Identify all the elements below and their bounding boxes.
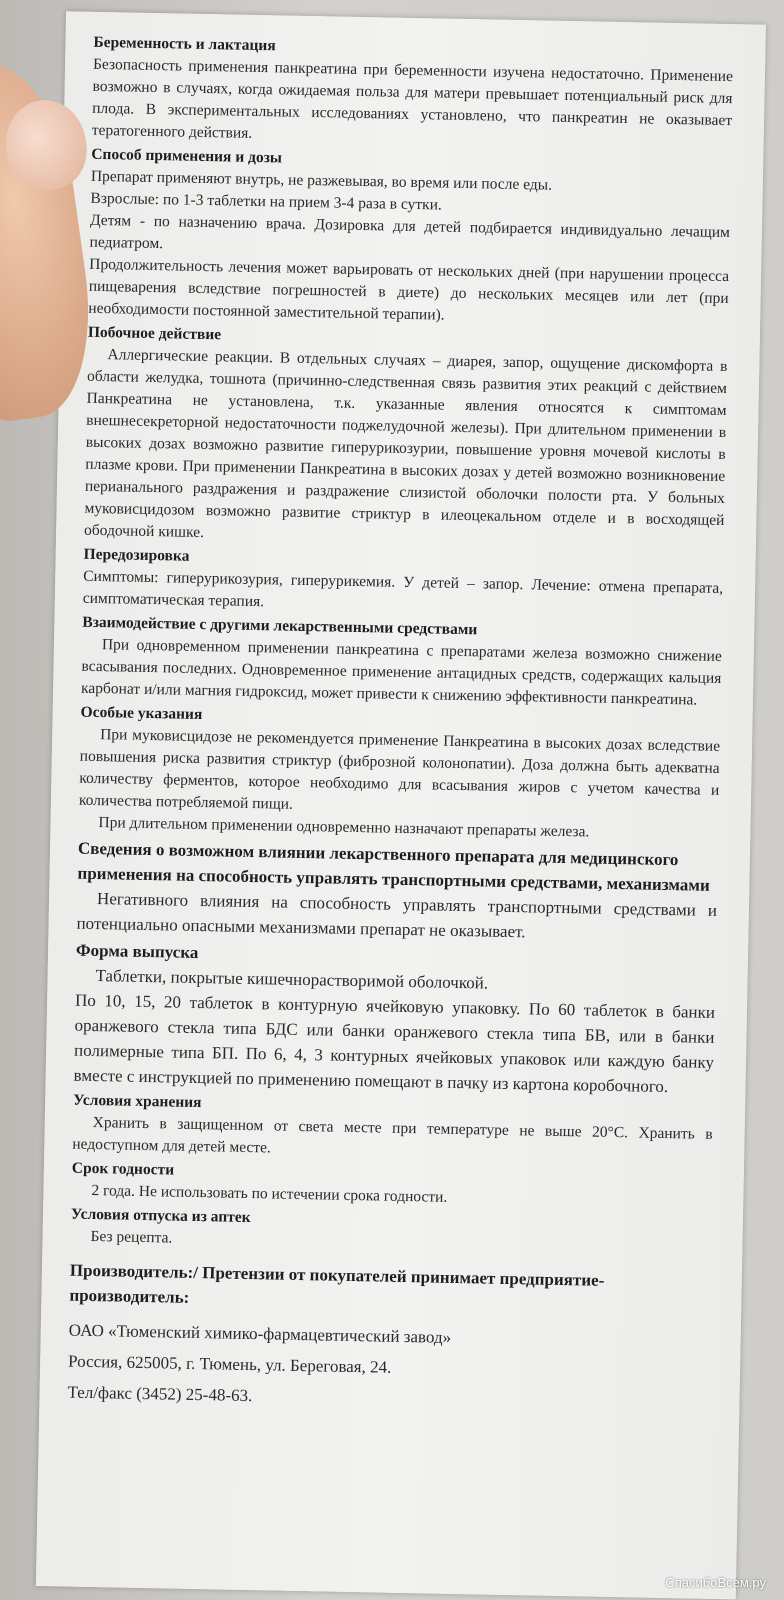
manufacturer-name: ОАО «Тюменский химико-фармацевтический завод» xyxy=(68,1320,452,1347)
section-text-side-effects: Аллергические реакции. В отдельных случаях – диарея, запор, ощущение дискомфорта в области желудка, тошнота (причинно-следственная связь развития этих реакций с действием Панкреатина не установлена, т.к. указанные явления относятся к симптомам внешнесекреторной недостаточности поджелудочной железы). При длительном применении в высоких дозах возможно развитие гиперурикозурии, повышение уровня мочевой кислоты в плазме крови. При применении Панкреатина в высоких дозах у детей возможно возникновение перианального раздражения и раздражение слизистой оболочки полости рта. У больных муковисцидозом возможно развитие стриктур в илеоцекальном отделе и в восходящей ободочной кишке. xyxy=(83,346,728,542)
instruction-leaflet xyxy=(36,11,766,1599)
section-title-dosage: Способ применения и дозы xyxy=(91,145,283,167)
section-title-release-form: Форма выпуска xyxy=(75,940,199,962)
section-text-dosage-3: Детям - по назначению врача. Дозировка для детей подбирается индивидуально лечащим педиатром. xyxy=(89,211,731,253)
section-text-dosage-2: Взрослые: по 1-3 таблетки на прием 3-4 раза в сутки. xyxy=(90,189,442,214)
section-title-overdose: Передозировка xyxy=(83,545,190,565)
section-text-dosage-1: Препарат применяют внутрь, не разжевывая, во время или после еды. xyxy=(90,167,553,194)
manufacturer-phone: Тел/факс (3452) 25-48-63. xyxy=(67,1382,253,1406)
section-text-pregnancy: Безопасность применения панкреатина при беременности изучена недостаточно. Применение возможно в случаях, когда ожидаемая польза для матери превышает потенциальный риск для плода. В экспериментальных исследованиях установлено, что панкреатин не оказывает тератогенного действия. xyxy=(91,55,734,142)
manufacturer-title: Производитель:/ Претензии от покупателей принимает предприятие-производитель: xyxy=(69,1260,605,1307)
section-text-overdose: Симптомы: гиперурикозурия, гиперурикемия. У детей – запор. Лечение: отмена препарата, симптоматическая терапия. xyxy=(82,567,724,611)
section-title-special-notes: Особые указания xyxy=(80,703,203,724)
section-text-release-form-2: По 10, 15, 20 таблеток в контурную ячейковую упаковку. По 60 таблеток в банки оранжевого стекла типа БДС или банки оранжевого стекла типа БВ, или в банки полимерные типа БП. По 6, 4, 3 контурных ячейковых упаковок или каждую банку вместе с инструкцией по применению помещают в пачку из картона коробочного. xyxy=(73,990,716,1097)
section-title-pregnancy: Беременность и лактация xyxy=(93,33,276,55)
section-text-dispensing: Без рецепта. xyxy=(90,1227,173,1247)
section-text-driving: Негативного влияния на способность управлять транспортными средствами и потенциально опасными механизмами препарат не оказывает. xyxy=(76,889,718,942)
section-title-dispensing: Условия отпуска из аптек xyxy=(70,1205,251,1227)
leaflet-content xyxy=(67,30,733,1417)
section-title-shelf-life: Срок годности xyxy=(71,1159,175,1179)
section-text-special-notes-1: При муковисцидозе не рекомендуется применение Панкреатина в высоких дозах вследствие повышения риска развития стриктур (фиброзной колонопатии). Доза должна быть адекватна количеству ферментов, которое необходимо для всасывания жиров с учетом качества и количества потребляемой пищи. xyxy=(78,726,721,813)
section-text-interactions: При одновременном применении панкреатина с препаратами железа возможно снижение всасывания последних. Одновременное применение антацидных средств, содержащих кальция карбонат и/или магния гидроксид, может привести к снижению эффективности панкреатина. xyxy=(80,636,722,709)
section-text-release-form-1: Таблетки, покрытые кишечнорастворимой оболочкой. xyxy=(95,966,489,993)
manufacturer-address: Россия, 625005, г. Тюмень, ул. Береговая, 24. xyxy=(67,1351,392,1377)
section-text-special-notes-2: При длительном применении одновременно назначают препараты железа. xyxy=(98,814,590,841)
section-title-side-effects: Побочное действие xyxy=(87,323,222,344)
section-title-driving: Сведения о возможном влиянии лекарственного препарата для медицинского применения на способность управлять транспортными средствами, механизмами xyxy=(77,838,710,895)
section-text-storage: Хранить в защищенном от света месте при температуре не выше 20°С. Хранить в недоступном для детей месте. xyxy=(72,1113,713,1157)
section-text-dosage-4: Продолжительность лечения может варьировать от нескольких дней (при нарушении процесса пищеварения вследствие погрешностей в диете) до нескольких месяцев или лет (при необходимости постоянной заместительной терапии). xyxy=(88,255,730,324)
section-title-interactions: Взаимодействие с другими лекарственными средствами xyxy=(82,613,478,639)
watermark: СпасибоВсем.ру xyxy=(665,1575,766,1590)
section-title-storage: Условия хранения xyxy=(72,1091,202,1112)
section-text-shelf-life: 2 года. Не использовать по истечении срока годности. xyxy=(91,1181,448,1206)
